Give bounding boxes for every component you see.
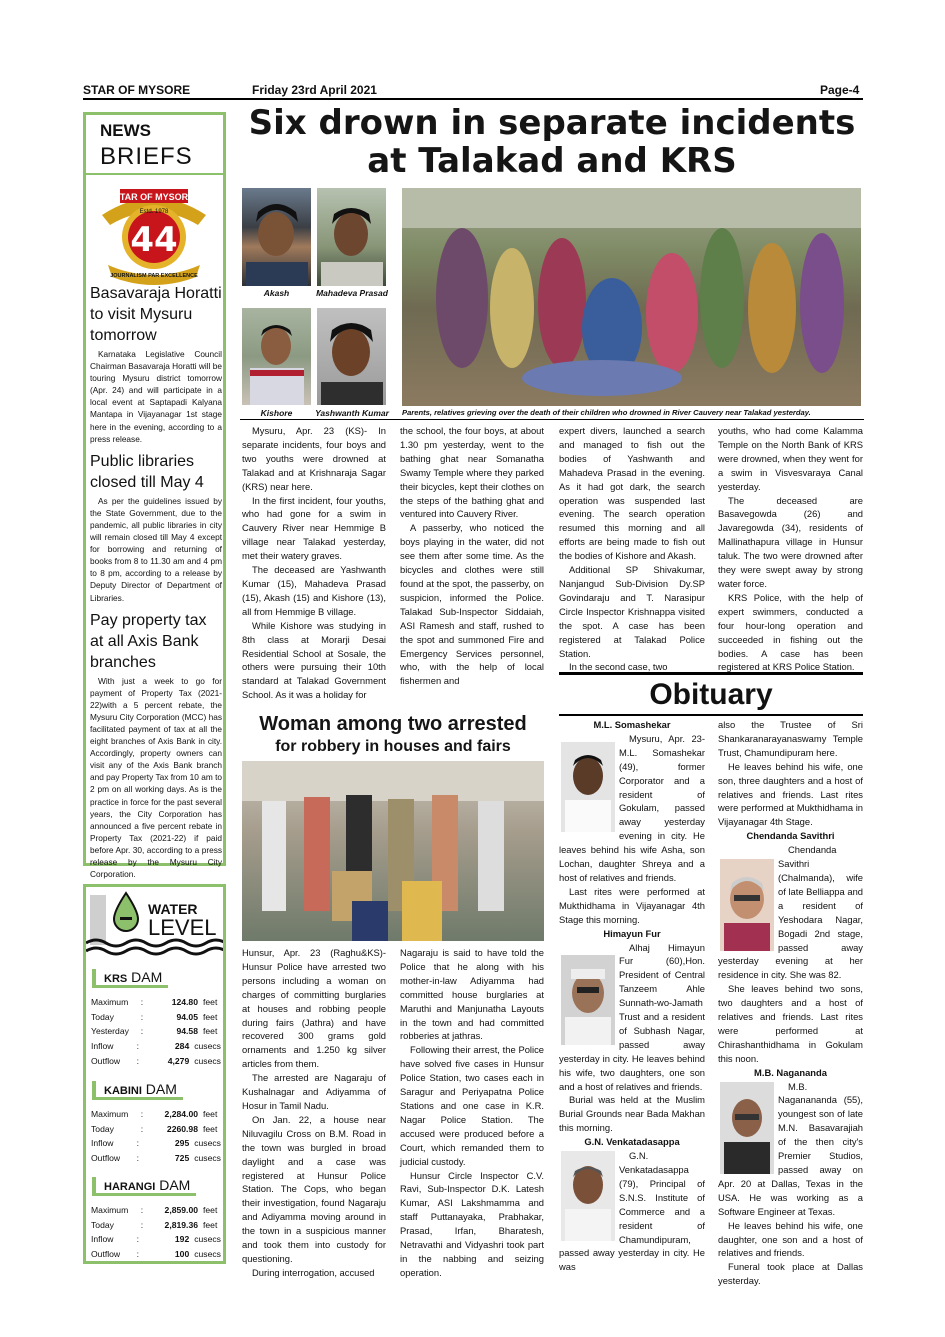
somashekar-photo <box>561 742 615 832</box>
dam-row-value: 284 <box>174 1041 190 1052</box>
lead-paragraph: The deceased are Basavegowda (26) and Javaregowda (34), residents of Mallinathapura village in Hunsur taluk. The two were drowned after they were swept away by strong water force. <box>718 494 863 589</box>
robbery-column-1 <box>242 946 386 1280</box>
masthead-rule <box>83 98 863 100</box>
obituary-paragraph: She leaves behind two sons, two daughters and a host of relatives and friends. Last rites were performed at Chirashanthidhama in Gokulam this noon. <box>718 983 863 1064</box>
naganananda-photo <box>720 1082 774 1174</box>
dam-row-label: Today <box>91 1123 114 1134</box>
brief-list <box>90 283 222 880</box>
obituary-paragraph: Chendanda Savithri (Chalmanda), wife of late Belliappa and a resident of Yeshodara Nagar, Bogadi 2nd stage, passed away yesterday evening at her residence in city. She was 82. <box>718 844 863 981</box>
dam-row-unit: feet <box>203 1011 218 1022</box>
logo-text-top: STAR OF MYSORE <box>113 192 195 202</box>
dam-row-unit: feet <box>203 1109 218 1120</box>
dam-row: Outflow : 100 cusecs <box>91 1249 221 1260</box>
obituary-paragraph: also the Trustee of Sri Shankaranarayanaswamy Temple Trust, Chamundipuram here. <box>718 719 863 758</box>
brief-heading: Basavaraja Horatti to visit Mysuru tomorrow <box>90 285 222 344</box>
dam-row: Inflow : 295 cusecs <box>91 1138 221 1149</box>
news-briefs-title <box>86 115 223 175</box>
portrait-caption: Mahadeva Prasad <box>316 288 388 298</box>
obituary-paragraph: Alhaj Himayun Fur (60),Hon. President of Central Tanzeem Ahle Sunnath-wo-Jamath Trust and a resident of Subhash Nagar, passed away yesterday in city. He leaves behind his wife, two daughters, one son and a host of relatives and friends. <box>559 941 705 1092</box>
dam-row: Maximum : 2,284.00 feet <box>91 1109 218 1120</box>
lead-paragraph: In the second case, two <box>569 661 668 673</box>
krs-dam-title <box>92 969 168 988</box>
obituary-paragraph: Last rites were performed at Mukthidhama in Vijayanagar 4th Stage this morning. <box>559 885 705 925</box>
kabini-dam-title <box>92 1081 183 1100</box>
kabini-dam-table <box>91 1107 221 1165</box>
caption-rule <box>240 419 864 420</box>
dam-row-unit: cusecs <box>194 1153 221 1164</box>
obituary-column-2 <box>718 718 863 1288</box>
robbery-headline <box>240 712 546 758</box>
lead-headline-line-1: Six drown in separate incidents <box>248 103 856 143</box>
portrait-yashwanth-kumar-photo <box>317 308 386 405</box>
portrait-caption: Yashwanth Kumar <box>315 408 389 418</box>
lead-paragraph: Additional SP Shivakumar, Nanjangud Sub-Division Dy.SP Govindaraju and T. Narasipur Circle Inspector Krishnappa visited the spot. A case has been registered at Talakad Police Station. <box>559 564 705 659</box>
dam-row-unit: feet <box>203 1123 218 1134</box>
dam-row: Yesterday : 94.58 feet <box>91 1026 218 1037</box>
obituary-top-rule <box>559 672 863 675</box>
dam-row: Outflow : 725 cusecs <box>91 1153 221 1164</box>
obituary-name: M.B. Nagananda <box>754 1066 827 1078</box>
dam-name: DAM <box>131 969 163 985</box>
lead-column-2 <box>400 424 544 688</box>
dam-row: Today : 2,819.36 feet <box>91 1219 218 1230</box>
dam-row-unit: feet <box>203 1219 218 1230</box>
dam-name-bold: HARANGI <box>104 1181 156 1193</box>
lead-column-4 <box>718 424 863 674</box>
brief-body: Karnataka Legislative Council Chairman Basavaraja Horatti will be touring Mysuru district tomorrow (Apr. 24) and will participate in a local event at Saptapadi Kalyana Mantapa in Vijayanagar 1st stage here in the evening, according to a press release. <box>90 349 222 444</box>
dam-row-unit: cusecs <box>194 1234 221 1245</box>
brief-body: As per the guidelines issued by the State Government, due to the pandemic, all public libraries in city will remain closed till May 4 except for borrowing and returning of books from 8 to 11.30 am and 4 pm to 8 pm, according to a release by Deputy Director of Department of Libraries. <box>90 495 222 603</box>
dam-row-unit: cusecs <box>194 1055 221 1066</box>
logo-estd-text: Estd. 1978 <box>139 209 169 215</box>
news-briefs-title-bottom: BRIEFS <box>100 143 193 170</box>
dam-row-label: Today <box>91 1219 114 1230</box>
lead-column-1 <box>242 424 386 702</box>
obituary-name: G.N. Venkatadasappa <box>584 1136 680 1148</box>
masthead-date: Friday 23rd April 2021 <box>252 83 377 97</box>
water-level-box <box>83 884 226 1264</box>
robbery-headline-line-1: Woman among two arrested <box>259 713 527 735</box>
harangi-dam-table <box>91 1203 221 1261</box>
obituary-name: Chendanda Savithri <box>746 830 835 842</box>
dam-row-unit: cusecs <box>194 1138 221 1149</box>
lead-paragraph: The deceased are Yashwanth Kumar (15), Mahadeva Prasad (15), Akash (15) and Kishore (13), all from Hemmige B village. <box>242 564 386 617</box>
obituary-paragraph: Mysuru, Apr. 23- M.L. Somashekar (49), former Corporator and a resident of Gokulam, passed away yesterday evening in city. He leaves behind his wife Asha, son Lochan, daughter Shreya and a host of relatives and friends. <box>559 732 705 883</box>
dam-name: DAM <box>145 1081 177 1097</box>
portrait-akash-photo <box>242 188 311 286</box>
obituary-paragraph: He leaves behind his wife, one son, three daughters and a host of relatives and friends. Last rites were performed at Mukthidhama in Vijayanagar 4th Stage. <box>718 760 863 828</box>
brief-body: With just a week to go for payment of Property Tax (2021-22)with a 5 percent rebate, the Mysuru City Corporation (MCC) has facilitated payment of tax at all the eight branches of Axis Bank in city. Accordingly, property owners can visit any of the Axis Bank branch and pay Property Tax from 10 am to 2 pm on all working days. As is the practice in force for the past several years, the City Corporation has announced a five percent rebate in Property Tax (2021-22) if paid before Apr. 30, according to a press release by the Mysuru City Corporation. <box>90 675 222 880</box>
krs-dam-table <box>91 995 221 1068</box>
portrait-caption: Akash <box>263 288 290 298</box>
venkatadasappa-photo <box>561 1151 615 1241</box>
dam-row-value: 725 <box>174 1153 190 1164</box>
dam-row-value: 2260.98 <box>166 1123 198 1134</box>
lead-headline-line-2: at Talakad and KRS <box>367 141 737 181</box>
obituary-name: Himayun Fur <box>603 927 661 939</box>
dam-row: Maximum : 2,859.00 feet <box>91 1205 218 1216</box>
dam-row-value: 2,284.00 <box>164 1109 198 1120</box>
lead-paragraph: Mysuru, Apr. 23 (KS)- In separate incidents, four boys and two youths were drowned at Talakad and at Krishnaraja Sagar (KRS) near here. <box>242 425 386 492</box>
dam-row-label: Outflow <box>91 1249 121 1260</box>
masthead-paper-name: STAR OF MYSORE <box>83 83 191 97</box>
dam-row-value: 94.05 <box>176 1011 198 1022</box>
dam-row-value: 94.58 <box>176 1026 198 1037</box>
water-level-header <box>86 887 223 957</box>
lead-paragraph: While Kishore was studying in 8th class at Morarji Desai Residential School at Sosale, the others were pursuing their 10th standard at Talakad Government School. As it was a holiday for <box>242 619 386 701</box>
robbery-paragraph: Hunsur Circle Inspector C.V. Ravi, Sub-Inspector D.K. Latesh Kumar, ASI Lakshmamma and staff Puttanayaka, Prabhakar, Prasad, Irfan, Bharatesh, Netravathi and Vidyashri took part in the nabbing and seizing operation. <box>400 1169 544 1278</box>
dam-row-label: Maximum <box>91 997 129 1008</box>
news-briefs-box <box>83 112 226 880</box>
robbery-paragraph: During interrogation, accused <box>252 1266 375 1278</box>
lead-paragraph: A passerby, who noticed the boys playing in the water, did not see them after some time. As the bicycles and clothes were still found at the spot, the passerby, on suspicion, informed the Police. Talakad Sub-Inspector Siddaiah, ASI Ramesh and staff, rushed to the spot and summoned Fire and Emergency Services personnel, who, with the help of local fishermen and <box>400 522 544 687</box>
logo-motto: JOURNALISM PAR EXCELLENCE <box>110 273 198 279</box>
brief-heading: Public libraries closed till May 4 <box>90 452 204 491</box>
dam-row-value: 2,859.00 <box>164 1205 198 1216</box>
obituary-column-1 <box>559 718 705 1274</box>
obituary-bottom-rule <box>559 714 863 716</box>
robbery-paragraph: On Jan. 22, a house near Niluvagilu Cross on B.M. Road in the town was burgled in broad daylight and a case was registered at Hunsur Police Station. The Cops, who began their investigation, found Nagaraju and Adiyamma moving around in the town in a suspicious manner and took them into custody for questioning. <box>242 1113 386 1264</box>
obituary-name: M.L. Somashekar <box>593 719 671 730</box>
dam-row-unit: feet <box>203 997 218 1008</box>
robbery-paragraph: Hunsur, Apr. 23 (Raghu&KS)- Hunsur Police have arrested two persons including a woman on charges of committing burglaries at houses and robbing people during fairs (Jathra) and have recovered 300 grams gold ornaments and 1.250 kg silver articles from them. <box>242 947 386 1070</box>
dam-row-value: 192 <box>174 1234 190 1245</box>
robbery-paragraph: The arrested are Nagaraju of Kushalnagar and Adiyamma of Hosur in Tamil Nadu. <box>242 1072 386 1111</box>
arrested-accused-photo <box>242 761 544 941</box>
dam-row: Today : 94.05 feet <box>91 1011 218 1022</box>
robbery-paragraph: Nagaraju is said to have told the Police that he along with his mother-in-law Adiyamma had committed house burglaries at Maruthi and Manjunatha Layouts in the town and had committed robberies at jathras. <box>400 947 544 1042</box>
dam-row: Inflow : 284 cusecs <box>91 1041 221 1052</box>
himayun-fur-photo <box>561 955 615 1045</box>
chendanda-savithri-photo <box>720 859 774 951</box>
dam-row: Maximum : 124.80 feet <box>91 997 218 1008</box>
dam-row-label: Maximum <box>91 1109 129 1120</box>
lead-paragraph: KRS Police, with the help of expert swimmers, conducted a four hour-long operation and succeeded in fishing out the bodies. A case has been registered at KRS Police Station. <box>718 591 863 673</box>
dam-row: Today : 2260.98 feet <box>91 1123 218 1134</box>
dam-row: Inflow : 192 cusecs <box>91 1234 221 1245</box>
dam-row-value: 295 <box>174 1138 190 1149</box>
dam-name-bold: KRS <box>104 973 128 985</box>
dam-row-label: Maximum <box>91 1205 129 1216</box>
brief-heading: Pay property tax at all Axis Bank branches <box>90 611 207 671</box>
lead-headline <box>240 104 864 180</box>
dam-row-value: 4,279 <box>167 1055 190 1066</box>
star-of-mysore-44-logo <box>98 185 210 285</box>
grieving-relatives-photo <box>402 188 861 406</box>
dam-row-value: 2,819.36 <box>164 1219 198 1230</box>
dam-name-bold: KABINI <box>104 1085 142 1097</box>
obituary-paragraph: Funeral took place at Dallas yesterday. <box>718 1261 863 1287</box>
robbery-paragraph: Following their arrest, the Police have solved five cases in Hunsur Police Station, two cases each in Saragur and Periyapatna Police Stations and one case in K.R. Nagar Police Station. The accused were produced before a Court, which remanded them to judicial custody. <box>400 1044 544 1167</box>
dam-row-label: Today <box>91 1011 114 1022</box>
lead-paragraph: youths, who had come Kalamma Temple on the North Bank of KRS were drowned, when they went for a swim in Visvesvaraya Canal yesterday. <box>718 425 863 492</box>
water-title-bottom: LEVEL <box>148 915 217 940</box>
obituary-paragraph: G.N. Venkatadasappa (79), Principal of S.N.S. Institute of Commerce and a resident of Chamundipuram, passed away yesterday in city. He was <box>559 1150 705 1273</box>
lead-paragraph: In the first incident, four youths, who had gone for a swim in Cauvery River near Hemmige B village near Talakad yesterday, met their watery graves. <box>242 494 386 562</box>
water-title-top: WATER <box>148 901 198 917</box>
masthead-page-number: Page-4 <box>820 83 860 97</box>
robbery-column-2 <box>400 946 544 1280</box>
dam-row-label: Yesterday <box>91 1026 129 1037</box>
dam-row-unit: cusecs <box>194 1249 221 1260</box>
dam-row-unit: feet <box>203 1205 218 1216</box>
portrait-mahadeva-prasad-photo <box>317 188 386 286</box>
dam-row-label: Inflow <box>91 1138 114 1149</box>
dam-row-value: 124.80 <box>171 997 198 1008</box>
dam-row-label: Inflow <box>91 1234 114 1245</box>
lead-column-3 <box>559 424 705 674</box>
harangi-dam-title <box>92 1177 196 1196</box>
robbery-headline-line-2: for robbery in houses and fairs <box>275 738 511 755</box>
dam-row: Outflow : 4,279 cusecs <box>91 1055 221 1066</box>
lead-paragraph: the school, the four boys, at about 1.30 pm yesterday, went to the bathing ghat near Somanatha Swamy Temple where they parked their bicycles, kept their clothes on the steps of the bathing ghat and ventured into Cauvery River. <box>400 425 544 520</box>
logo-number: 44 <box>130 220 178 260</box>
dam-row-label: Outflow <box>91 1055 121 1066</box>
obituary-title: Obituary <box>649 678 773 711</box>
obituary-paragraph: M.B. Naganananda (55), youngest son of late M.N. Basavarajiah of the then city's Premier Studios, passed away on Apr. 20 at Dallas, Texas in the USA. He was working as a Software Engineer at Texas. <box>718 1080 863 1217</box>
dam-row-label: Outflow <box>91 1153 121 1164</box>
portrait-caption: Kishore <box>260 408 293 418</box>
dam-name: DAM <box>159 1177 191 1193</box>
obituary-paragraph: He leaves behind his wife, one daughter, one son and a host of relatives and friends. <box>718 1219 863 1259</box>
lead-paragraph: expert divers, launched a search and managed to fish out the bodies of Yashwanth and Mahadeva Prasad in the evening. As it had got dark, the search operation was suspended last evening. The search operation resumed this morning and all efforts are being made to fish out the bodies of Kishore and Akash. <box>559 425 705 562</box>
dam-row-label: Inflow <box>91 1041 114 1052</box>
obituary-paragraph: Burial was held at the Muslim Burial Grounds near Bada Makhan this morning. <box>559 1094 705 1134</box>
portrait-kishore-photo <box>242 308 311 405</box>
news-briefs-title-top: NEWS <box>100 121 151 140</box>
lead-photo-caption: Parents, relatives grieving over the death of their children who drowned in River Cauvery near Talakad yesterday. <box>402 408 811 417</box>
dam-row-unit: feet <box>203 1026 218 1037</box>
dam-row-value: 100 <box>174 1249 190 1260</box>
dam-row-unit: cusecs <box>194 1041 221 1052</box>
